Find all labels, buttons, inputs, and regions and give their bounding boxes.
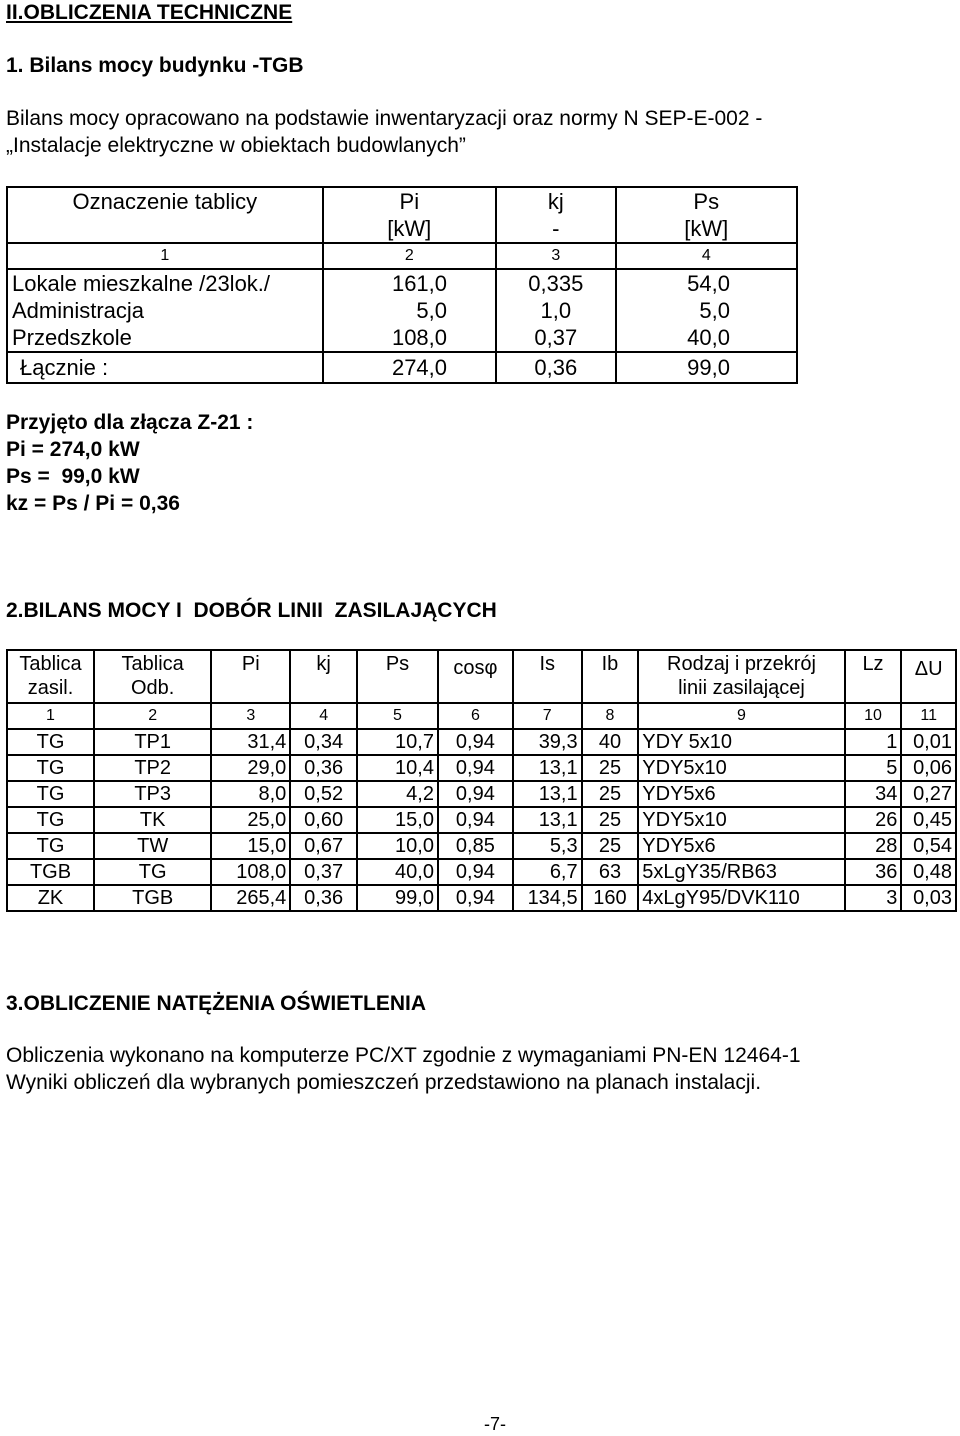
unit-cell: [kW] bbox=[616, 215, 797, 243]
header-cell: Ps bbox=[357, 650, 438, 703]
header-cell: Is bbox=[513, 650, 582, 703]
table-cell: TG bbox=[7, 755, 94, 781]
table-cell: TG bbox=[7, 807, 94, 833]
table-cell: TP1 bbox=[94, 729, 211, 755]
table-cell: 0,60 bbox=[290, 807, 357, 833]
table-cell: 25,0 bbox=[211, 807, 290, 833]
table-cell: TG bbox=[94, 859, 211, 885]
table-cell: 0,45 bbox=[901, 807, 956, 833]
table-cell: 4,2 bbox=[357, 781, 438, 807]
table-cell: 265,4 bbox=[211, 885, 290, 911]
table-cell: 1 bbox=[845, 729, 902, 755]
table-cell: 0,94 bbox=[438, 729, 513, 755]
index-cell: 9 bbox=[638, 703, 844, 729]
row-label: Przedszkole bbox=[7, 324, 323, 352]
total-pi: 274,0 bbox=[323, 352, 496, 383]
table-cell: 15,0 bbox=[357, 807, 438, 833]
table-cell: 3 bbox=[845, 885, 902, 911]
table-cell: TG bbox=[7, 729, 94, 755]
header-cell: Pi bbox=[323, 187, 496, 215]
adopted-ps: Ps = 99,0 kW bbox=[6, 465, 140, 488]
table-cell: 13,1 bbox=[513, 755, 582, 781]
table-cell: TG bbox=[7, 781, 94, 807]
table-cell: 0,03 bbox=[901, 885, 956, 911]
table-row bbox=[7, 755, 956, 781]
table-cell: YDY5x6 bbox=[638, 833, 844, 859]
table-cell: 0,85 bbox=[438, 833, 513, 859]
table-cell: 0,06 bbox=[901, 755, 956, 781]
ps-cell: 40,0 bbox=[616, 324, 797, 352]
table-cell: 0,37 bbox=[290, 859, 357, 885]
table-cell: 0,36 bbox=[290, 885, 357, 911]
table-cell: TP2 bbox=[94, 755, 211, 781]
header-cell: Oznaczenie tablicy bbox=[7, 187, 323, 215]
ps-cell: 54,0 bbox=[616, 269, 797, 297]
table-total-row bbox=[7, 352, 797, 383]
header-cell: Ib bbox=[582, 650, 639, 703]
index-cell: 3 bbox=[211, 703, 290, 729]
table-cell: ZK bbox=[7, 885, 94, 911]
table-cell: 0,94 bbox=[438, 781, 513, 807]
table-cell: 15,0 bbox=[211, 833, 290, 859]
header-cell: Pi bbox=[211, 650, 290, 703]
index-cell: 2 bbox=[94, 703, 211, 729]
table-cell: 0,01 bbox=[901, 729, 956, 755]
header-cell: Tablica zasil. bbox=[7, 650, 94, 703]
table-cell: YDY5x10 bbox=[638, 807, 844, 833]
table-row bbox=[7, 833, 956, 859]
table-cell: 26 bbox=[845, 807, 902, 833]
table-cell: 5 bbox=[845, 755, 902, 781]
table-index-row bbox=[7, 243, 797, 269]
table-cell: 134,5 bbox=[513, 885, 582, 911]
header-cell: ΔU bbox=[901, 650, 956, 703]
table-cell: 0,52 bbox=[290, 781, 357, 807]
table-cell: TGB bbox=[94, 885, 211, 911]
header-cell: cosφ bbox=[438, 650, 513, 703]
table-row bbox=[7, 297, 797, 324]
index-cell: 1 bbox=[7, 243, 323, 269]
table-cell: 31,4 bbox=[211, 729, 290, 755]
total-label: Łącznie : bbox=[7, 352, 323, 383]
index-cell: 1 bbox=[7, 703, 94, 729]
header-cell: Tablica Odb. bbox=[94, 650, 211, 703]
table-cell: 28 bbox=[845, 833, 902, 859]
adopted-pi: Pi = 274,0 kW bbox=[6, 438, 140, 461]
table-cell: 10,0 bbox=[357, 833, 438, 859]
table-cell: 0,94 bbox=[438, 859, 513, 885]
section3-title: 3.OBLICZENIE NATĘŻENIA OŚWIETLENIA bbox=[6, 992, 427, 1015]
pi-cell: 161,0 bbox=[323, 269, 496, 297]
table-cell: 25 bbox=[582, 781, 639, 807]
table-unit-row bbox=[7, 215, 797, 243]
row-label: Lokale mieszkalne /23lok./ bbox=[7, 269, 323, 297]
index-cell: 6 bbox=[438, 703, 513, 729]
document-heading: II.OBLICZENIA TECHNICZNE bbox=[6, 1, 293, 24]
section3-line2: Wyniki obliczeń dla wybranych pomieszczeń przedstawiono na planach instalacji. bbox=[6, 1071, 762, 1094]
header-cell: kj bbox=[290, 650, 357, 703]
table-header-row bbox=[7, 187, 797, 215]
index-cell: 10 bbox=[845, 703, 902, 729]
pi-cell: 108,0 bbox=[323, 324, 496, 352]
header-cell: Lz bbox=[845, 650, 902, 703]
section1-title: 1. Bilans mocy budynku -TGB bbox=[6, 54, 304, 77]
table-cell: 108,0 bbox=[211, 859, 290, 885]
unit-cell bbox=[7, 215, 323, 243]
unit-cell: [kW] bbox=[323, 215, 496, 243]
table-cell: 0,94 bbox=[438, 755, 513, 781]
index-cell: 7 bbox=[513, 703, 582, 729]
table-row bbox=[7, 885, 956, 911]
adopted-kz: kz = Ps / Pi = 0,36 bbox=[6, 492, 180, 515]
section3-line1: Obliczenia wykonano na komputerze PC/XT zgodnie z wymaganiami PN-EN 12464-1 bbox=[6, 1044, 801, 1067]
row-label: Administracja bbox=[7, 297, 323, 324]
power-balance-table bbox=[6, 186, 798, 384]
table-row bbox=[7, 781, 956, 807]
table-cell: TW bbox=[94, 833, 211, 859]
pi-cell: 5,0 bbox=[323, 297, 496, 324]
table-row bbox=[7, 324, 797, 352]
table-cell: 40,0 bbox=[357, 859, 438, 885]
table-cell: 0,48 bbox=[901, 859, 956, 885]
table-cell: 0,27 bbox=[901, 781, 956, 807]
table-cell: 10,7 bbox=[357, 729, 438, 755]
table-cell: 6,7 bbox=[513, 859, 582, 885]
table-cell: 39,3 bbox=[513, 729, 582, 755]
table-cell: TP3 bbox=[94, 781, 211, 807]
table-cell: 5xLgY35/RB63 bbox=[638, 859, 844, 885]
table-cell: YDY5x10 bbox=[638, 755, 844, 781]
index-cell: 3 bbox=[496, 243, 616, 269]
table-row bbox=[7, 729, 956, 755]
index-cell: 4 bbox=[616, 243, 797, 269]
table-cell: 0,34 bbox=[290, 729, 357, 755]
table-cell: 0,94 bbox=[438, 807, 513, 833]
index-cell: 11 bbox=[901, 703, 956, 729]
adopted-title: Przyjęto dla złącza Z-21 : bbox=[6, 411, 254, 434]
index-cell: 8 bbox=[582, 703, 639, 729]
table-cell: 5,3 bbox=[513, 833, 582, 859]
table-cell: 160 bbox=[582, 885, 639, 911]
table-cell: 0,54 bbox=[901, 833, 956, 859]
index-cell: 2 bbox=[323, 243, 496, 269]
page-number: -7- bbox=[484, 1414, 506, 1434]
table-cell: TGB bbox=[7, 859, 94, 885]
table-cell: TG bbox=[7, 833, 94, 859]
kj-cell: 1,0 bbox=[496, 297, 616, 324]
table-row bbox=[7, 269, 797, 297]
header-cell: Ps bbox=[616, 187, 797, 215]
kj-cell: 0,37 bbox=[496, 324, 616, 352]
table-cell: 8,0 bbox=[211, 781, 290, 807]
section2-title: 2.BILANS MOCY I DOBÓR LINII ZASILAJĄCYCH bbox=[6, 599, 497, 622]
table-cell: 0,67 bbox=[290, 833, 357, 859]
total-kj: 0,36 bbox=[496, 352, 616, 383]
table-cell: YDY 5x10 bbox=[638, 729, 844, 755]
table-cell: 13,1 bbox=[513, 807, 582, 833]
index-cell: 4 bbox=[290, 703, 357, 729]
table-cell: 63 bbox=[582, 859, 639, 885]
table-cell: TK bbox=[94, 807, 211, 833]
table-cell: 99,0 bbox=[357, 885, 438, 911]
header-cell: kj bbox=[496, 187, 616, 215]
table-cell: 25 bbox=[582, 755, 639, 781]
table-cell: 34 bbox=[845, 781, 902, 807]
ps-cell: 5,0 bbox=[616, 297, 797, 324]
index-cell: 5 bbox=[357, 703, 438, 729]
table-cell: YDY5x6 bbox=[638, 781, 844, 807]
table-cell: 40 bbox=[582, 729, 639, 755]
supply-lines-table bbox=[6, 649, 957, 912]
total-ps: 99,0 bbox=[616, 352, 797, 383]
table-cell: 36 bbox=[845, 859, 902, 885]
table-cell: 13,1 bbox=[513, 781, 582, 807]
table-cell: 0,94 bbox=[438, 885, 513, 911]
header-cell: Rodzaj i przekrój linii zasilającej bbox=[638, 650, 844, 703]
table-row bbox=[7, 807, 956, 833]
table-cell: 25 bbox=[582, 807, 639, 833]
table-header-row bbox=[7, 650, 956, 703]
section1-paragraph-line1: Bilans mocy opracowano na podstawie inwentaryzacji oraz normy N SEP-E-002 - bbox=[6, 107, 763, 130]
table-cell: 29,0 bbox=[211, 755, 290, 781]
section1-paragraph-line2: „Instalacje elektryczne w obiektach budowlanych” bbox=[6, 134, 466, 157]
table-index-row bbox=[7, 703, 956, 729]
table-cell: 4xLgY95/DVK110 bbox=[638, 885, 844, 911]
table-cell: 25 bbox=[582, 833, 639, 859]
table-cell: 0,36 bbox=[290, 755, 357, 781]
table-cell: 10,4 bbox=[357, 755, 438, 781]
kj-cell: 0,335 bbox=[496, 269, 616, 297]
unit-cell: - bbox=[496, 215, 616, 243]
table-row bbox=[7, 859, 956, 885]
